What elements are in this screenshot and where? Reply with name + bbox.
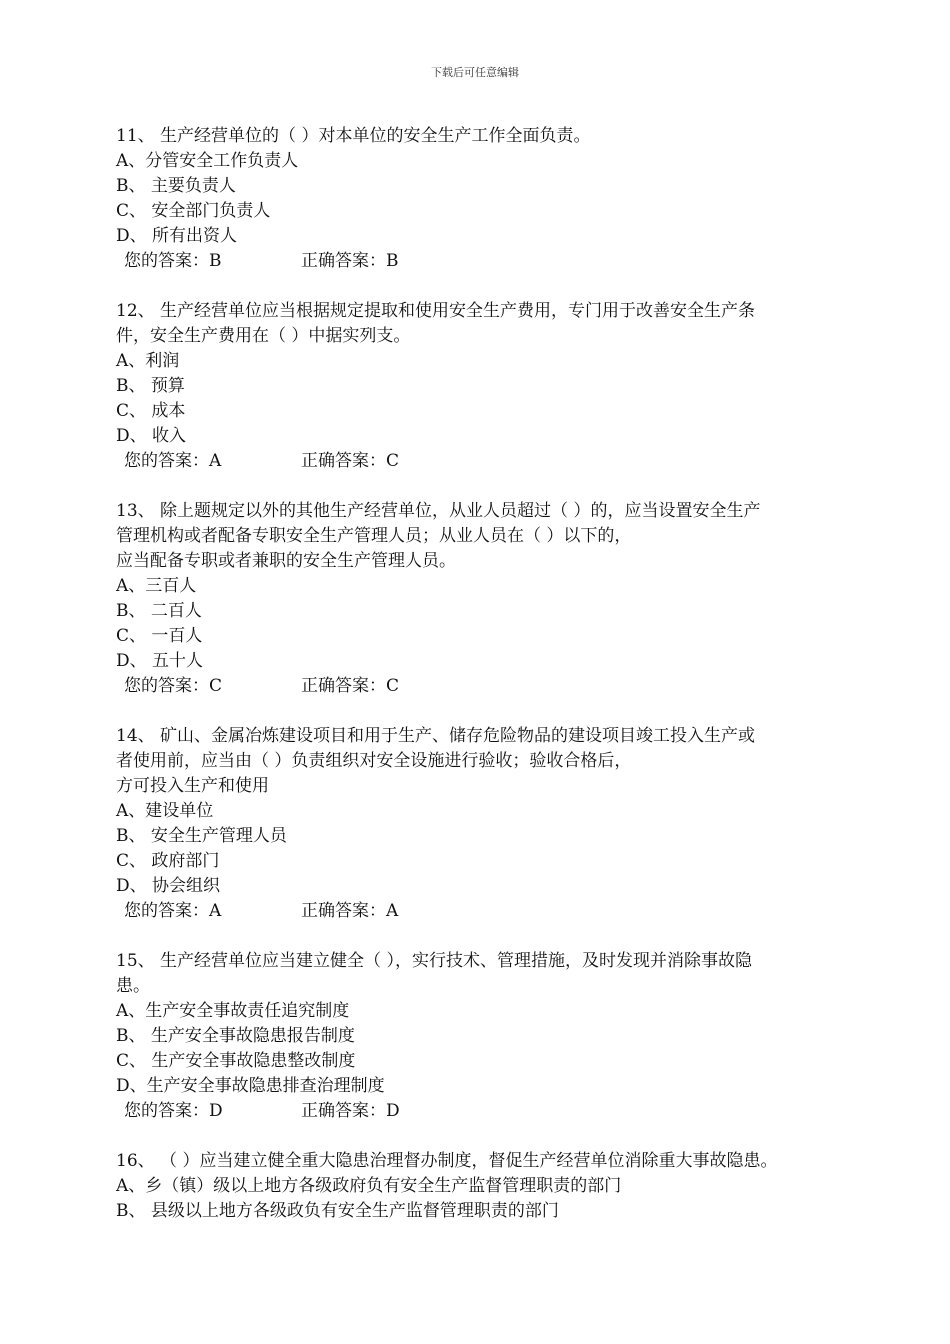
- option-a: A、乡（镇）级以上地方各级政府负有安全生产监督管理职责的部门: [116, 1176, 622, 1196]
- correct-answer: 正确答案：C: [301, 451, 400, 471]
- question-14: [116, 724, 856, 924]
- question-text-line: 管理机构或者配备专职安全生产管理人员；从业人员在（ ）以下的，: [116, 526, 632, 546]
- page-header: 下载后可任意编辑: [431, 66, 519, 79]
- question-13: [116, 499, 856, 699]
- question-text-line: 方可投入生产和使用: [116, 776, 269, 796]
- answer-row: [116, 674, 856, 699]
- answer-row: [116, 249, 856, 274]
- question-text-line: 患。: [116, 976, 150, 996]
- question-11: [116, 124, 856, 274]
- question-list: [116, 124, 856, 1249]
- question-12: [116, 299, 856, 474]
- option-a: A、利润: [116, 351, 180, 371]
- question-text-line: 11、 生产经营单位的（ ）对本单位的安全生产工作全面负责。: [116, 126, 591, 146]
- option-b: B、 县级以上地方各级政负有安全生产监督管理职责的部门: [116, 1201, 559, 1221]
- question-text-line: 者使用前，应当由（ ）负责组织对安全设施进行验收；验收合格后，: [116, 751, 632, 771]
- your-answer: 您的答案：A: [124, 901, 222, 921]
- your-answer: 您的答案：B: [124, 251, 222, 271]
- option-b: B、 预算: [116, 376, 185, 396]
- option-b: B、 主要负责人: [116, 176, 236, 196]
- your-answer: 您的答案：D: [124, 1101, 223, 1121]
- question-text-line: 应当配备专职或者兼职的安全生产管理人员。: [116, 551, 456, 571]
- option-d: D、生产安全事故隐患排查治理制度: [116, 1076, 385, 1096]
- option-d: D、 收入: [116, 426, 187, 446]
- question-text-line: 16、 （ ）应当建立健全重大隐患治理督办制度，督促生产经营单位消除重大事故隐患。: [116, 1151, 778, 1171]
- correct-answer: 正确答案：C: [301, 676, 400, 696]
- question-15: [116, 949, 856, 1124]
- option-c: C、 安全部门负责人: [116, 201, 271, 221]
- correct-answer: 正确答案：D: [301, 1101, 400, 1121]
- option-d: D、 所有出资人: [116, 226, 238, 246]
- question-text-line: 12、 生产经营单位应当根据规定提取和使用安全生产费用，专门用于改善安全生产条: [116, 301, 756, 321]
- answer-row: [116, 899, 856, 924]
- option-d: D、 协会组织: [116, 876, 221, 896]
- correct-answer: 正确答案：B: [301, 251, 399, 271]
- option-a: A、三百人: [116, 576, 197, 596]
- question-text-line: 15、 生产经营单位应当建立健全（ ），实行技术、管理措施，及时发现并消除事故隐: [116, 951, 752, 971]
- option-b: B、 安全生产管理人员: [116, 826, 287, 846]
- your-answer: 您的答案：C: [124, 676, 223, 696]
- answer-row: [116, 1099, 856, 1124]
- option-b: B、 生产安全事故隐患报告制度: [116, 1026, 355, 1046]
- correct-answer: 正确答案：A: [301, 901, 399, 921]
- your-answer: 您的答案：A: [124, 451, 222, 471]
- question-16: [116, 1149, 856, 1224]
- option-c: C、 成本: [116, 401, 186, 421]
- question-text-line: 14、 矿山、金属冶炼建设项目和用于生产、储存危险物品的建设项目竣工投入生产或: [116, 726, 756, 746]
- option-a: A、生产安全事故责任追究制度: [116, 1001, 350, 1021]
- option-c: C、 政府部门: [116, 851, 220, 871]
- option-d: D、 五十人: [116, 651, 204, 671]
- question-text-line: 件，安全生产费用在（ ）中据实列支。: [116, 326, 411, 346]
- option-c: C、 生产安全事故隐患整改制度: [116, 1051, 356, 1071]
- option-c: C、 一百人: [116, 626, 203, 646]
- option-b: B、 二百人: [116, 601, 202, 621]
- question-text-line: 13、 除上题规定以外的其他生产经营单位，从业人员超过（ ）的，应当设置安全生产: [116, 501, 761, 521]
- option-a: A、分管安全工作负责人: [116, 151, 299, 171]
- option-a: A、建设单位: [116, 801, 214, 821]
- answer-row: [116, 449, 856, 474]
